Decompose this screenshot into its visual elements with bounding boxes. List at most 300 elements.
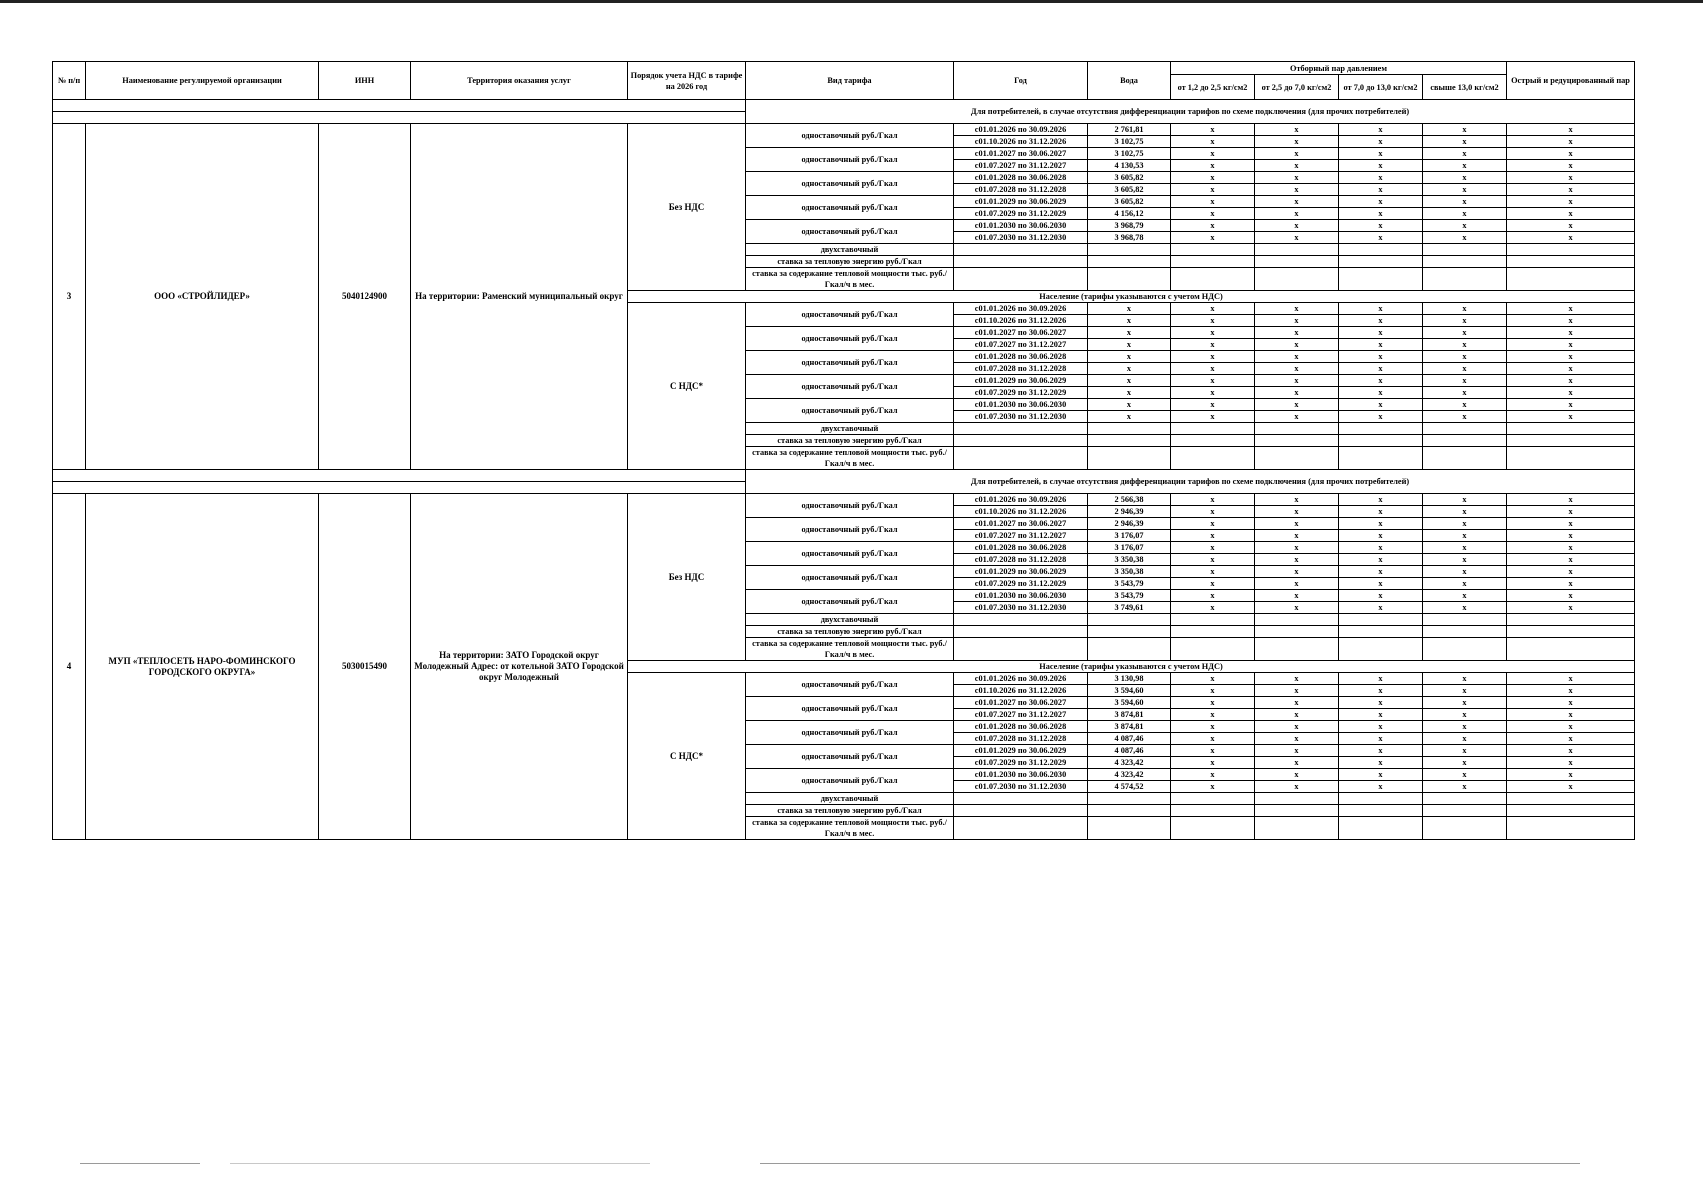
x-cell: x (1255, 172, 1339, 184)
x-cell: x (1507, 208, 1635, 220)
x-cell: x (1171, 172, 1255, 184)
x-cell: x (1171, 387, 1255, 399)
water-tariff: 3 543,79 (1088, 590, 1171, 602)
x-cell: x (1507, 172, 1635, 184)
empty-cell (1507, 423, 1635, 435)
x-cell: x (1423, 387, 1507, 399)
x-cell: x (1339, 327, 1423, 339)
empty-cell (1507, 244, 1635, 256)
period: с01.07.2028 по 31.12.2028 (954, 184, 1088, 196)
empty-cell (1339, 805, 1423, 817)
x-cell: x (1507, 363, 1635, 375)
x-cell: x (1255, 303, 1339, 315)
x-cell: x (1339, 363, 1423, 375)
x-cell: x (1423, 399, 1507, 411)
water-tariff: 2 761,81 (1088, 124, 1171, 136)
x-cell: x (1339, 232, 1423, 244)
banner-population: Население (тарифы указываются с учетом НДС) (628, 661, 1635, 673)
x-cell: x (1339, 697, 1423, 709)
x-cell: x (1339, 578, 1423, 590)
x-cell: x (1171, 232, 1255, 244)
separator-row (53, 100, 1635, 112)
x-cell: x (1507, 506, 1635, 518)
water-tariff: 3 968,79 (1088, 220, 1171, 232)
header-year: Год (954, 62, 1088, 100)
x-cell: x (1507, 375, 1635, 387)
period: с01.01.2028 по 30.06.2028 (954, 542, 1088, 554)
x-cell: x (1507, 554, 1635, 566)
x-cell: x (1423, 781, 1507, 793)
empty-cell (1339, 793, 1423, 805)
tariff-type-one-part: одноставочный руб./Гкал (746, 399, 954, 423)
empty-cell (1088, 435, 1171, 447)
x-cell: x (1171, 136, 1255, 148)
x-cell: x (1339, 196, 1423, 208)
empty-cell (1255, 423, 1339, 435)
period: с01.01.2030 по 30.06.2030 (954, 769, 1088, 781)
vat-mode: Без НДС (628, 494, 746, 661)
empty-cell (1507, 817, 1635, 840)
org-territory: На территории: ЗАТО Городской округ Молодежный Адрес: от котельной ЗАТО Городской округ Молодежный (411, 494, 628, 840)
x-cell: x (1507, 220, 1635, 232)
water-tariff: x (1088, 315, 1171, 327)
x-cell: x (1423, 518, 1507, 530)
x-cell: x (1171, 673, 1255, 685)
x-cell: x (1255, 196, 1339, 208)
header-inn: ИНН (319, 62, 411, 100)
empty-cell (1171, 268, 1255, 291)
tariff-type-one-part: одноставочный руб./Гкал (746, 518, 954, 542)
org-name: ООО «СТРОЙЛИДЕР» (86, 124, 319, 470)
tariff-type-one-part: одноставочный руб./Гкал (746, 745, 954, 769)
x-cell: x (1171, 602, 1255, 614)
x-cell: x (1507, 781, 1635, 793)
x-cell: x (1171, 184, 1255, 196)
header-steam-1: от 1,2 до 2,5 кг/см2 (1171, 75, 1255, 100)
x-cell: x (1339, 685, 1423, 697)
x-cell: x (1255, 363, 1339, 375)
separator-cell (53, 470, 746, 482)
water-tariff: 3 605,82 (1088, 196, 1171, 208)
period: с01.01.2029 по 30.06.2029 (954, 375, 1088, 387)
banner-other-consumers: Для потребителей, в случае отсутствия дифференциации тарифов по схеме подключения (для прочих потребителей) (746, 470, 1635, 494)
empty-cell (1339, 817, 1423, 840)
empty-cell (1339, 447, 1423, 470)
empty-cell (1507, 268, 1635, 291)
empty-cell (1255, 638, 1339, 661)
tariff-type-one-part: одноставочный руб./Гкал (746, 172, 954, 196)
period: с01.01.2026 по 30.09.2026 (954, 494, 1088, 506)
water-tariff: x (1088, 351, 1171, 363)
x-cell: x (1255, 184, 1339, 196)
tariff-rate-energy: ставка за тепловую энергию руб./Гкал (746, 805, 954, 817)
period: с01.10.2026 по 31.12.2026 (954, 136, 1088, 148)
tariff-type-one-part: одноставочный руб./Гкал (746, 542, 954, 566)
water-tariff: 3 605,82 (1088, 184, 1171, 196)
tariff-rate-energy: ставка за тепловую энергию руб./Гкал (746, 256, 954, 268)
x-cell: x (1171, 781, 1255, 793)
x-cell: x (1171, 339, 1255, 351)
separator-cell (53, 100, 746, 112)
water-tariff: 3 350,38 (1088, 566, 1171, 578)
empty-cell (1255, 805, 1339, 817)
empty-cell (1423, 447, 1507, 470)
tariff-type-one-part: одноставочный руб./Гкал (746, 220, 954, 244)
header-num: № п/п (53, 62, 86, 100)
x-cell: x (1507, 745, 1635, 757)
water-tariff: 3 749,61 (1088, 602, 1171, 614)
x-cell: x (1339, 602, 1423, 614)
period: с01.01.2026 по 30.09.2026 (954, 673, 1088, 685)
x-cell: x (1255, 148, 1339, 160)
x-cell: x (1255, 327, 1339, 339)
x-cell: x (1171, 399, 1255, 411)
empty-cell (1507, 638, 1635, 661)
empty-cell (1339, 423, 1423, 435)
empty-cell (1255, 447, 1339, 470)
water-tariff: 2 946,39 (1088, 518, 1171, 530)
x-cell: x (1507, 351, 1635, 363)
x-cell: x (1423, 709, 1507, 721)
org-inn: 5040124900 (319, 124, 411, 470)
x-cell: x (1171, 411, 1255, 423)
empty-cell (1088, 817, 1171, 840)
x-cell: x (1339, 721, 1423, 733)
tariff-type-one-part: одноставочный руб./Гкал (746, 148, 954, 172)
x-cell: x (1423, 136, 1507, 148)
tariff-type-one-part: одноставочный руб./Гкал (746, 375, 954, 399)
x-cell: x (1423, 673, 1507, 685)
x-cell: x (1507, 303, 1635, 315)
x-cell: x (1507, 184, 1635, 196)
x-cell: x (1171, 220, 1255, 232)
x-cell: x (1171, 148, 1255, 160)
water-tariff: x (1088, 327, 1171, 339)
org-territory: На территории: Раменский муниципальный округ (411, 124, 628, 470)
x-cell: x (1171, 554, 1255, 566)
x-cell: x (1255, 757, 1339, 769)
period: с01.10.2026 по 31.12.2026 (954, 506, 1088, 518)
x-cell: x (1255, 590, 1339, 602)
x-cell: x (1423, 148, 1507, 160)
empty-cell (1423, 268, 1507, 291)
period: с01.07.2030 по 31.12.2030 (954, 411, 1088, 423)
header-steam-4: свыше 13,0 кг/см2 (1423, 75, 1507, 100)
x-cell: x (1423, 757, 1507, 769)
x-cell: x (1339, 172, 1423, 184)
empty-cell (1339, 256, 1423, 268)
x-cell: x (1423, 602, 1507, 614)
x-cell: x (1423, 184, 1507, 196)
x-cell: x (1255, 673, 1339, 685)
x-cell: x (1171, 697, 1255, 709)
x-cell: x (1339, 494, 1423, 506)
empty-cell (954, 256, 1088, 268)
x-cell: x (1255, 494, 1339, 506)
tariff-type-two-part: двухставочный (746, 614, 954, 626)
x-cell: x (1339, 351, 1423, 363)
x-cell: x (1339, 220, 1423, 232)
empty-cell (954, 817, 1088, 840)
x-cell: x (1171, 709, 1255, 721)
x-cell: x (1255, 220, 1339, 232)
empty-cell (1255, 614, 1339, 626)
empty-cell (1423, 638, 1507, 661)
period: с01.10.2026 по 31.12.2026 (954, 685, 1088, 697)
x-cell: x (1255, 506, 1339, 518)
empty-cell (1423, 805, 1507, 817)
x-cell: x (1339, 303, 1423, 315)
x-cell: x (1339, 554, 1423, 566)
x-cell: x (1339, 148, 1423, 160)
empty-cell (1423, 244, 1507, 256)
empty-cell (1088, 423, 1171, 435)
x-cell: x (1171, 566, 1255, 578)
empty-cell (1339, 244, 1423, 256)
x-cell: x (1339, 208, 1423, 220)
period: с01.01.2029 по 30.06.2029 (954, 196, 1088, 208)
tariff-type-one-part: одноставочный руб./Гкал (746, 327, 954, 351)
water-tariff: 3 543,79 (1088, 578, 1171, 590)
x-cell: x (1339, 136, 1423, 148)
header-territory: Территория оказания услуг (411, 62, 628, 100)
water-tariff: 3 874,81 (1088, 709, 1171, 721)
empty-cell (1423, 435, 1507, 447)
x-cell: x (1339, 124, 1423, 136)
x-cell: x (1171, 124, 1255, 136)
x-cell: x (1255, 411, 1339, 423)
x-cell: x (1423, 494, 1507, 506)
water-tariff: 3 176,07 (1088, 542, 1171, 554)
x-cell: x (1507, 518, 1635, 530)
x-cell: x (1339, 315, 1423, 327)
water-tariff: 4 574,52 (1088, 781, 1171, 793)
period: с01.07.2030 по 31.12.2030 (954, 602, 1088, 614)
x-cell: x (1171, 757, 1255, 769)
empty-cell (1171, 423, 1255, 435)
empty-cell (1171, 244, 1255, 256)
x-cell: x (1423, 232, 1507, 244)
x-cell: x (1507, 315, 1635, 327)
x-cell: x (1507, 566, 1635, 578)
x-cell: x (1339, 781, 1423, 793)
x-cell: x (1171, 578, 1255, 590)
header-vat: Порядок учета НДС в тарифе на 2026 год (628, 62, 746, 100)
tariff-type-one-part: одноставочный руб./Гкал (746, 721, 954, 745)
x-cell: x (1171, 351, 1255, 363)
x-cell: x (1339, 733, 1423, 745)
empty-cell (1171, 614, 1255, 626)
period: с01.01.2028 по 30.06.2028 (954, 351, 1088, 363)
water-tariff: 3 130,98 (1088, 673, 1171, 685)
x-cell: x (1507, 733, 1635, 745)
x-cell: x (1339, 745, 1423, 757)
x-cell: x (1507, 542, 1635, 554)
x-cell: x (1507, 411, 1635, 423)
x-cell: x (1255, 709, 1339, 721)
x-cell: x (1339, 769, 1423, 781)
vat-mode: Без НДС (628, 124, 746, 291)
empty-cell (954, 805, 1088, 817)
banner-population: Население (тарифы указываются с учетом НДС) (628, 291, 1635, 303)
x-cell: x (1171, 733, 1255, 745)
period: с01.10.2026 по 31.12.2026 (954, 315, 1088, 327)
water-tariff: x (1088, 375, 1171, 387)
x-cell: x (1339, 590, 1423, 602)
empty-cell (1339, 435, 1423, 447)
period: с01.07.2027 по 31.12.2027 (954, 530, 1088, 542)
tariff-rate-energy: ставка за тепловую энергию руб./Гкал (746, 626, 954, 638)
period: с01.01.2027 по 30.06.2027 (954, 327, 1088, 339)
empty-cell (1171, 447, 1255, 470)
period: с01.01.2027 по 30.06.2027 (954, 148, 1088, 160)
empty-cell (1171, 435, 1255, 447)
period: с01.01.2029 по 30.06.2029 (954, 566, 1088, 578)
tariff-rate-energy: ставка за тепловую энергию руб./Гкал (746, 435, 954, 447)
scan-artifact-line (80, 1163, 200, 1164)
org-num: 3 (53, 124, 86, 470)
tariff-type-two-part: двухставочный (746, 793, 954, 805)
empty-cell (1507, 626, 1635, 638)
period: с01.01.2030 по 30.06.2030 (954, 399, 1088, 411)
tariff-type-two-part: двухставочный (746, 244, 954, 256)
x-cell: x (1171, 303, 1255, 315)
period: с01.07.2027 по 31.12.2027 (954, 160, 1088, 172)
x-cell: x (1171, 506, 1255, 518)
x-cell: x (1255, 721, 1339, 733)
x-cell: x (1423, 315, 1507, 327)
tariff-type-two-part: двухставочный (746, 423, 954, 435)
period: с01.07.2028 по 31.12.2028 (954, 733, 1088, 745)
tariff-type-one-part: одноставочный руб./Гкал (746, 673, 954, 697)
x-cell: x (1507, 590, 1635, 602)
water-tariff: x (1088, 363, 1171, 375)
x-cell: x (1339, 542, 1423, 554)
x-cell: x (1423, 506, 1507, 518)
empty-cell (1255, 817, 1339, 840)
tariff-rate-capacity: ставка за содержание тепловой мощности тыс. руб./Гкал/ч в мес. (746, 638, 954, 661)
period: с01.01.2030 по 30.06.2030 (954, 590, 1088, 602)
empty-cell (1507, 447, 1635, 470)
tariff-type-one-part: одноставочный руб./Гкал (746, 351, 954, 375)
empty-cell (1171, 638, 1255, 661)
empty-cell (954, 244, 1088, 256)
period: с01.01.2028 по 30.06.2028 (954, 721, 1088, 733)
x-cell: x (1507, 399, 1635, 411)
x-cell: x (1339, 160, 1423, 172)
empty-cell (1507, 435, 1635, 447)
x-cell: x (1171, 769, 1255, 781)
x-cell: x (1171, 685, 1255, 697)
empty-cell (954, 268, 1088, 291)
tariff-sheet (52, 61, 1634, 840)
x-cell: x (1255, 697, 1339, 709)
empty-cell (954, 638, 1088, 661)
x-cell: x (1171, 518, 1255, 530)
tariff-type-one-part: одноставочный руб./Гкал (746, 697, 954, 721)
period: с01.07.2028 по 31.12.2028 (954, 363, 1088, 375)
empty-cell (1088, 805, 1171, 817)
water-tariff: 3 874,81 (1088, 721, 1171, 733)
tariff-rate-capacity: ставка за содержание тепловой мощности тыс. руб./Гкал/ч в мес. (746, 817, 954, 840)
water-tariff: 3 350,38 (1088, 554, 1171, 566)
header-steam-3: от 7,0 до 13,0 кг/см2 (1339, 75, 1423, 100)
x-cell: x (1255, 769, 1339, 781)
x-cell: x (1507, 578, 1635, 590)
empty-cell (1507, 256, 1635, 268)
x-cell: x (1255, 387, 1339, 399)
x-cell: x (1507, 709, 1635, 721)
empty-cell (1255, 626, 1339, 638)
x-cell: x (1507, 148, 1635, 160)
water-tariff: x (1088, 303, 1171, 315)
x-cell: x (1171, 494, 1255, 506)
period: с01.01.2027 по 30.06.2027 (954, 697, 1088, 709)
tariff-rate-capacity: ставка за содержание тепловой мощности тыс. руб./Гкал/ч в мес. (746, 268, 954, 291)
empty-cell (1171, 256, 1255, 268)
x-cell: x (1255, 136, 1339, 148)
scan-artifact-line (760, 1163, 1580, 1164)
x-cell: x (1507, 757, 1635, 769)
period: с01.07.2029 по 31.12.2029 (954, 208, 1088, 220)
x-cell: x (1507, 232, 1635, 244)
org-inn: 5030015490 (319, 494, 411, 840)
x-cell: x (1255, 208, 1339, 220)
x-cell: x (1423, 721, 1507, 733)
x-cell: x (1255, 566, 1339, 578)
empty-cell (1507, 793, 1635, 805)
header-steam-2: от 2,5 до 7,0 кг/см2 (1255, 75, 1339, 100)
empty-cell (1088, 256, 1171, 268)
empty-cell (1423, 256, 1507, 268)
empty-cell (954, 447, 1088, 470)
table-body (53, 100, 1635, 840)
table-header (53, 62, 1635, 100)
x-cell: x (1339, 411, 1423, 423)
empty-cell (954, 626, 1088, 638)
empty-cell (1423, 626, 1507, 638)
empty-cell (1339, 268, 1423, 291)
water-tariff: 2 566,38 (1088, 494, 1171, 506)
empty-cell (1339, 638, 1423, 661)
tariff-type-one-part: одноставочный руб./Гкал (746, 124, 954, 148)
x-cell: x (1423, 339, 1507, 351)
x-cell: x (1507, 721, 1635, 733)
x-cell: x (1339, 518, 1423, 530)
x-cell: x (1255, 685, 1339, 697)
vat-mode: С НДС* (628, 673, 746, 840)
empty-cell (1423, 817, 1507, 840)
scan-artifact-line (230, 1163, 650, 1164)
period: с01.01.2029 по 30.06.2029 (954, 745, 1088, 757)
header-tariff-type: Вид тарифа (746, 62, 954, 100)
empty-cell (954, 435, 1088, 447)
x-cell: x (1507, 339, 1635, 351)
empty-cell (1088, 626, 1171, 638)
period: с01.07.2027 по 31.12.2027 (954, 709, 1088, 721)
x-cell: x (1171, 375, 1255, 387)
period: с01.07.2028 по 31.12.2028 (954, 554, 1088, 566)
tariff-type-one-part: одноставочный руб./Гкал (746, 303, 954, 327)
x-cell: x (1255, 745, 1339, 757)
x-cell: x (1339, 387, 1423, 399)
x-cell: x (1507, 327, 1635, 339)
x-cell: x (1171, 208, 1255, 220)
water-tariff: 3 968,78 (1088, 232, 1171, 244)
empty-cell (1423, 423, 1507, 435)
x-cell: x (1255, 399, 1339, 411)
x-cell: x (1255, 518, 1339, 530)
